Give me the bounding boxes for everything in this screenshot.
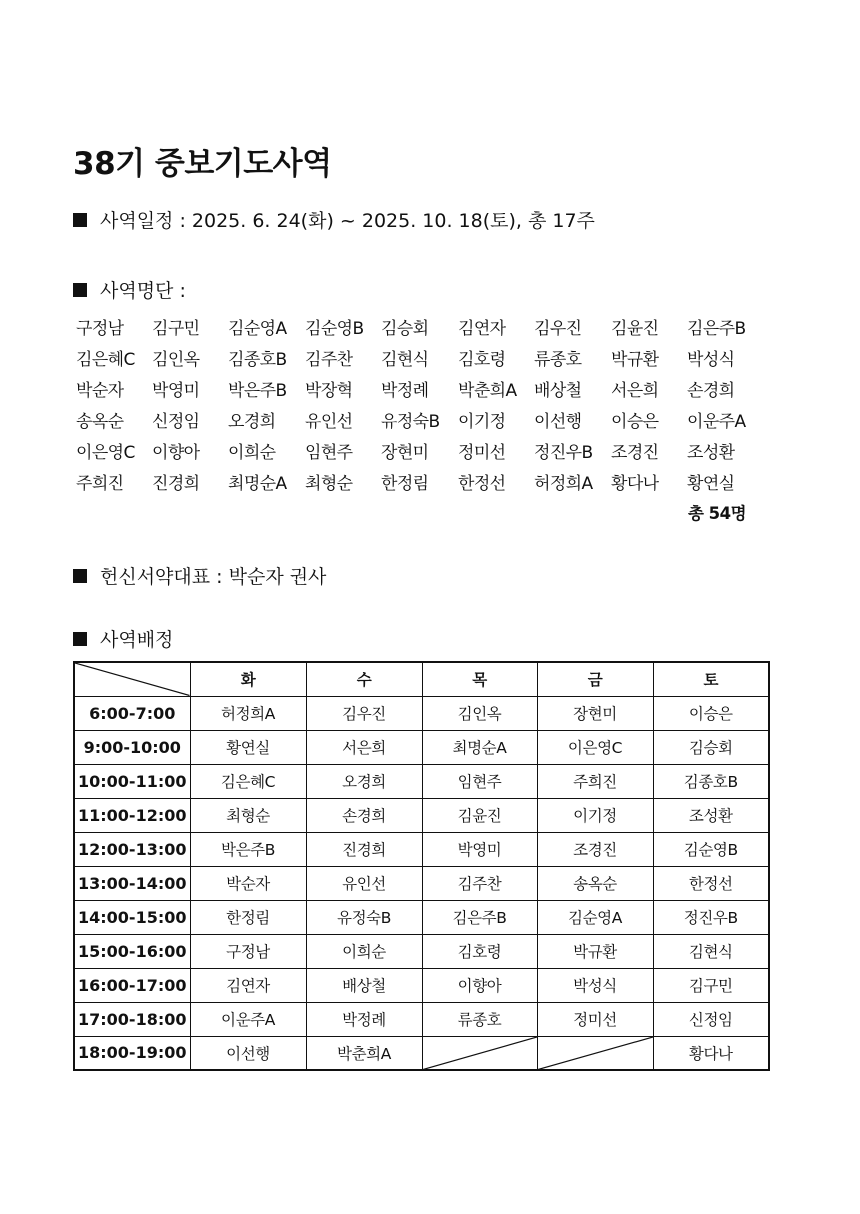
assignment-cell: 임현주	[422, 764, 537, 798]
assignment-cell: 박은주B	[190, 832, 306, 866]
roster-name: 구정남	[76, 319, 124, 339]
roster-name: 주희진	[76, 474, 124, 494]
roster-name: 이희순	[228, 443, 276, 463]
assignment-cell: 김연자	[190, 968, 306, 1002]
table-row	[74, 798, 769, 832]
time-slot-cell: 6:00-7:00	[74, 696, 190, 730]
assignment-cell: 유인선	[306, 866, 422, 900]
roster-name: 박영미	[152, 381, 200, 401]
roster-name: 김은주B	[687, 319, 746, 339]
assignment-cell: 이희순	[306, 934, 422, 968]
assignment-cell: 한정림	[190, 900, 306, 934]
time-slot-cell: 13:00-14:00	[74, 866, 190, 900]
empty-slot-cell	[422, 1036, 537, 1070]
assignment-heading-text: 사역배정	[100, 629, 174, 651]
assignment-heading	[73, 625, 173, 652]
roster-name: 정진우B	[534, 443, 593, 463]
roster-name: 임현주	[305, 443, 353, 463]
roster-name: 유정숙B	[381, 412, 440, 432]
roster-name: 장현미	[381, 443, 429, 463]
bullet-square-icon	[73, 213, 87, 227]
assignment-cell: 박춘희A	[306, 1036, 422, 1070]
roster-name: 김연자	[458, 319, 506, 339]
roster-name: 서은희	[611, 381, 659, 401]
time-slot-cell: 15:00-16:00	[74, 934, 190, 968]
assignment-cell: 서은희	[306, 730, 422, 764]
roster-name: 김순영B	[305, 319, 364, 339]
assignment-cell: 이운주A	[190, 1002, 306, 1036]
roster-name: 황연실	[687, 474, 735, 494]
assignment-cell: 김주찬	[422, 866, 537, 900]
roster-name: 조성환	[687, 443, 735, 463]
roster-row	[76, 435, 763, 466]
roster-name: 한정림	[381, 474, 429, 494]
roster-name: 김현식	[381, 350, 429, 370]
table-row	[74, 934, 769, 968]
assignment-cell: 유정숙B	[306, 900, 422, 934]
roster-name: 김순영A	[228, 319, 287, 339]
day-header: 수	[306, 662, 422, 696]
roster-name: 김윤진	[611, 319, 659, 339]
roster-name: 배상철	[534, 381, 582, 401]
assignment-cell: 한정선	[653, 866, 769, 900]
roster-name: 최형순	[305, 474, 353, 494]
schedule-info-text: 사역일정 : 2025. 6. 24(화) ~ 2025. 10. 18(토), 총 17주	[100, 210, 595, 232]
roster-name: 박순자	[76, 381, 124, 401]
roster-name: 손경희	[687, 381, 735, 401]
day-header: 화	[190, 662, 306, 696]
table-row	[74, 1002, 769, 1036]
assignment-cell: 조성환	[653, 798, 769, 832]
roster-name: 김호령	[458, 350, 506, 370]
assignment-cell: 허정희A	[190, 696, 306, 730]
bullet-square-icon	[73, 283, 87, 297]
schedule-info-line	[73, 206, 595, 233]
time-slot-cell: 11:00-12:00	[74, 798, 190, 832]
assignment-cell: 김은주B	[422, 900, 537, 934]
table-row	[74, 900, 769, 934]
roster-name: 이기정	[458, 412, 506, 432]
assignment-cell: 김종호B	[653, 764, 769, 798]
roster-heading	[73, 276, 186, 303]
assignment-cell: 김순영A	[537, 900, 653, 934]
page-title: 38기 중보기도사역	[73, 146, 332, 182]
assignment-cell: 황다나	[653, 1036, 769, 1070]
roster-name: 이선행	[534, 412, 582, 432]
roster-name: 오경희	[228, 412, 276, 432]
roster-row	[76, 404, 763, 435]
assignment-cell: 이선행	[190, 1036, 306, 1070]
assignment-cell: 김구민	[653, 968, 769, 1002]
assignment-cell: 조경진	[537, 832, 653, 866]
roster-name: 이승은	[611, 412, 659, 432]
table-row	[74, 866, 769, 900]
roster-name: 허정희A	[534, 474, 593, 494]
roster-name: 황다나	[611, 474, 659, 494]
assignment-cell: 김승회	[653, 730, 769, 764]
time-slot-cell: 14:00-15:00	[74, 900, 190, 934]
assignment-cell: 김순영B	[653, 832, 769, 866]
assignment-cell: 구정남	[190, 934, 306, 968]
roster-row	[76, 342, 763, 373]
roster-name: 박성식	[687, 350, 735, 370]
roster-name: 송옥순	[76, 412, 124, 432]
roster-total: 총 54명	[688, 504, 747, 523]
assignment-cell: 이승은	[653, 696, 769, 730]
roster-heading-text: 사역명단 :	[100, 280, 186, 302]
assignment-cell: 박규환	[537, 934, 653, 968]
roster-name: 김우진	[534, 319, 582, 339]
assignment-cell: 박순자	[190, 866, 306, 900]
table-row	[74, 730, 769, 764]
assignment-cell: 황연실	[190, 730, 306, 764]
roster-table	[76, 311, 763, 497]
roster-name: 이은영C	[76, 443, 135, 463]
roster-name: 신정임	[152, 412, 200, 432]
representative-text: 헌신서약대표 : 박순자 권사	[100, 566, 327, 588]
roster-name: 박춘희A	[458, 381, 517, 401]
assignment-cell: 손경희	[306, 798, 422, 832]
roster-name: 김주찬	[305, 350, 353, 370]
assignment-cell: 진경희	[306, 832, 422, 866]
time-slot-cell: 17:00-18:00	[74, 1002, 190, 1036]
roster-name: 이운주A	[687, 412, 746, 432]
bullet-square-icon	[73, 632, 87, 646]
table-corner-cell	[74, 662, 190, 696]
roster-row	[76, 311, 763, 342]
assignment-cell: 김인옥	[422, 696, 537, 730]
roster-row	[76, 373, 763, 404]
roster-name: 진경희	[152, 474, 200, 494]
assignment-cell: 주희진	[537, 764, 653, 798]
table-row	[74, 1036, 769, 1070]
assignment-cell: 정미선	[537, 1002, 653, 1036]
empty-slot-cell	[537, 1036, 653, 1070]
roster-name: 류종호	[534, 350, 582, 370]
roster-name: 김승회	[381, 319, 429, 339]
roster-name: 김인옥	[152, 350, 200, 370]
roster-name: 김종호B	[228, 350, 287, 370]
assignment-cell: 배상철	[306, 968, 422, 1002]
time-slot-cell: 18:00-19:00	[74, 1036, 190, 1070]
assignment-cell: 김호령	[422, 934, 537, 968]
table-row	[74, 832, 769, 866]
assignment-cell: 신정임	[653, 1002, 769, 1036]
assignment-table	[73, 661, 770, 1071]
roster-name: 김구민	[152, 319, 200, 339]
day-header: 토	[653, 662, 769, 696]
time-slot-cell: 16:00-17:00	[74, 968, 190, 1002]
assignment-cell: 박성식	[537, 968, 653, 1002]
assignment-cell: 김우진	[306, 696, 422, 730]
assignment-cell: 박영미	[422, 832, 537, 866]
assignment-cell: 김은혜C	[190, 764, 306, 798]
time-slot-cell: 10:00-11:00	[74, 764, 190, 798]
table-row	[74, 968, 769, 1002]
assignment-cell: 이기정	[537, 798, 653, 832]
day-header: 목	[422, 662, 537, 696]
roster-name: 이향아	[152, 443, 200, 463]
roster-name: 박정례	[381, 381, 429, 401]
time-slot-cell: 12:00-13:00	[74, 832, 190, 866]
assignment-cell: 이향아	[422, 968, 537, 1002]
assignment-cell: 김현식	[653, 934, 769, 968]
table-row	[74, 764, 769, 798]
roster-name: 박규환	[611, 350, 659, 370]
bullet-square-icon	[73, 569, 87, 583]
representative-line	[73, 562, 326, 589]
day-header: 금	[537, 662, 653, 696]
assignment-cell: 최형순	[190, 798, 306, 832]
assignment-cell: 김윤진	[422, 798, 537, 832]
roster-name: 유인선	[305, 412, 353, 432]
assignment-cell: 송옥순	[537, 866, 653, 900]
roster-name: 김은혜C	[76, 350, 135, 370]
roster-name: 박장혁	[305, 381, 353, 401]
assignment-cell: 류종호	[422, 1002, 537, 1036]
roster-name: 한정선	[458, 474, 506, 494]
roster-name: 조경진	[611, 443, 659, 463]
roster-name: 박은주B	[228, 381, 287, 401]
time-slot-cell: 9:00-10:00	[74, 730, 190, 764]
assignment-cell: 오경희	[306, 764, 422, 798]
assignment-cell: 장현미	[537, 696, 653, 730]
assignment-cell: 최명순A	[422, 730, 537, 764]
roster-row	[76, 466, 763, 497]
roster-name: 최명순A	[228, 474, 287, 494]
assignment-cell: 이은영C	[537, 730, 653, 764]
table-row	[74, 696, 769, 730]
assignment-cell: 정진우B	[653, 900, 769, 934]
roster-name: 정미선	[458, 443, 506, 463]
assignment-cell: 박정례	[306, 1002, 422, 1036]
